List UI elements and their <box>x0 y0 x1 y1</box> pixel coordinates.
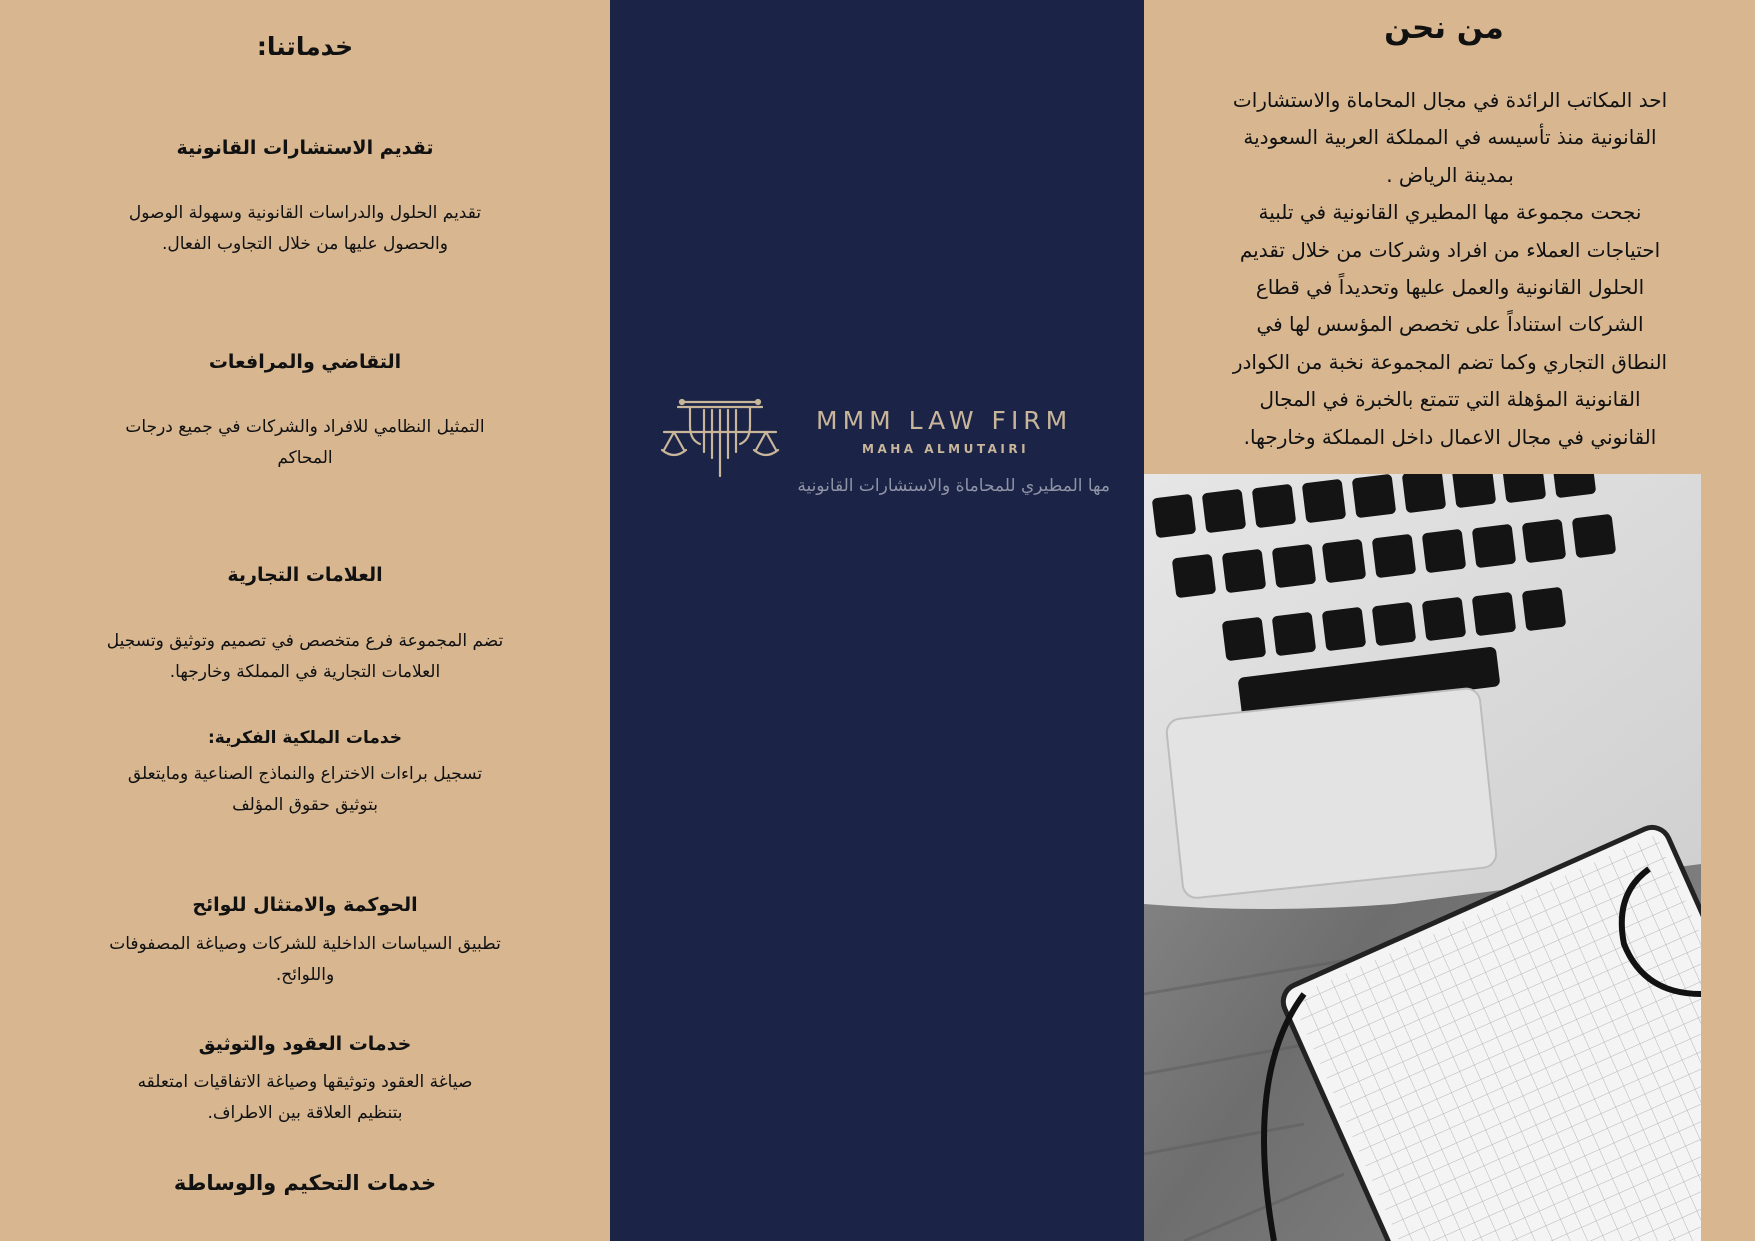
about-line: احد المكاتب الرائدة في مجال المحاماة والاستشارات <box>1232 88 1668 112</box>
service-title: خدمات العقود والتوثيق <box>198 1033 412 1055</box>
keyboard-key <box>1522 587 1567 632</box>
service-title: خدمات الملكية الفكرية: <box>208 728 402 748</box>
keyboard-key <box>1322 607 1367 652</box>
keyboard-key <box>1452 474 1497 508</box>
about-line: القانونية المؤهلة التي تتمتع بالخبرة في المجال <box>1259 387 1641 412</box>
keyboard-key <box>1422 529 1467 574</box>
service-line: واللوائح. <box>275 965 335 985</box>
service-title: الحوكمة والامتثال للوائح <box>192 894 418 916</box>
keyboard-key <box>1352 474 1397 518</box>
service-line: والحصول عليها من خلال التجاوب الفعال. <box>162 234 448 254</box>
service-line: تسجيل براءات الاختراع والنماذج الصناعية ومايتعلق <box>127 764 483 784</box>
keyboard-key <box>1572 514 1617 559</box>
logo <box>610 390 1144 510</box>
about-line: الشركات استناداً على تخصص المؤسس لها في <box>1256 312 1644 337</box>
about-paragraph <box>1180 82 1720 456</box>
about-panel <box>1144 0 1755 1241</box>
service-line: العلامات التجارية في المملكة وخارجها. <box>169 662 441 682</box>
keyboard-key <box>1222 617 1267 662</box>
firm-name: MMM LAW FIRM <box>816 406 1073 435</box>
about-line: النطاق التجاري وكما تضم المجموعة نخبة من الكوادر <box>1232 349 1668 374</box>
firm-subname: MAHA ALMUTAIRI <box>862 442 1030 456</box>
about-line: القانونية منذ تأسيسه في المملكة العربية السعودية <box>1243 125 1657 150</box>
service-line: تقديم الحلول والدراسات القانونية وسهولة الوصول <box>128 203 482 223</box>
about-line: احتياجات العملاء من افراد وشركات من خلال تقديم <box>1239 237 1661 262</box>
service-line: التمثيل النظامي للافراد والشركات في جميع درجات <box>125 417 485 437</box>
keyboard-key <box>1202 489 1247 534</box>
keyboard-key <box>1252 484 1297 529</box>
service-line: صياغة العقود وتوثيقها وصياغة الاتفاقيات امتعلقه <box>137 1072 473 1092</box>
service-line: تطبيق السياسات الداخلية للشركات وصياغة المصفوفات <box>109 934 501 954</box>
service-title: العلامات التجارية <box>227 564 383 586</box>
service-title: تقديم الاستشارات القانونية <box>176 137 434 159</box>
keyboard-key <box>1322 539 1367 584</box>
service-line: بتوثيق حقوق المؤلف <box>232 795 378 815</box>
keyboard-key <box>1402 474 1447 513</box>
keyboard-key <box>1522 519 1567 564</box>
services-heading: خدماتنا: <box>256 32 354 61</box>
service-line: تضم المجموعة فرع متخصص في تصميم وتوثيق وتسجيل <box>106 631 504 651</box>
service-line: المحاكم <box>277 448 333 468</box>
keyboard-key <box>1272 612 1317 657</box>
keyboard-key <box>1422 597 1467 642</box>
keyboard-key <box>1472 524 1517 569</box>
laptop-notebook-photo <box>1144 474 1701 1241</box>
keyboard-key <box>1372 534 1417 579</box>
laptop-notebook-illustration <box>1144 474 1701 1241</box>
keyboard-key <box>1372 602 1417 647</box>
keyboard-key <box>1302 479 1347 524</box>
service-description <box>60 198 550 260</box>
keyboard-key <box>1272 544 1317 589</box>
about-line: بمدينة الرياض . <box>1386 162 1514 187</box>
service-description <box>60 929 550 991</box>
keyboard-key <box>1152 494 1197 539</box>
service-title: خدمات التحكيم والوساطة <box>173 1171 437 1195</box>
service-description <box>60 759 550 821</box>
about-line: القانوني في مجال الاعمال داخل المملكة وخارجها. <box>1243 424 1657 449</box>
keyboard-key <box>1172 554 1217 599</box>
service-description <box>60 626 550 688</box>
service-title: التقاضي والمرافعات <box>208 351 402 373</box>
keyboard-key <box>1222 549 1267 594</box>
about-title: من نحن <box>1384 10 1504 46</box>
services-panel <box>0 0 610 1241</box>
service-description <box>60 1067 550 1129</box>
firm-arabic-name: مها المطيري للمحاماة والاستشارات القانونية <box>797 476 1110 496</box>
about-line: الحلول القانونية والعمل عليها وتحديداً في قطاع <box>1255 275 1645 300</box>
service-description <box>60 412 550 474</box>
about-line: نجحت مجموعة مها المطيري القانونية في تلبية <box>1258 200 1642 225</box>
keyboard-key <box>1472 592 1517 637</box>
scales-of-justice-icon <box>660 396 780 484</box>
logo-panel <box>610 0 1144 1241</box>
service-line: بتنظيم العلاقة بين الاطراف. <box>207 1103 403 1123</box>
keyboard-key <box>1502 474 1547 503</box>
